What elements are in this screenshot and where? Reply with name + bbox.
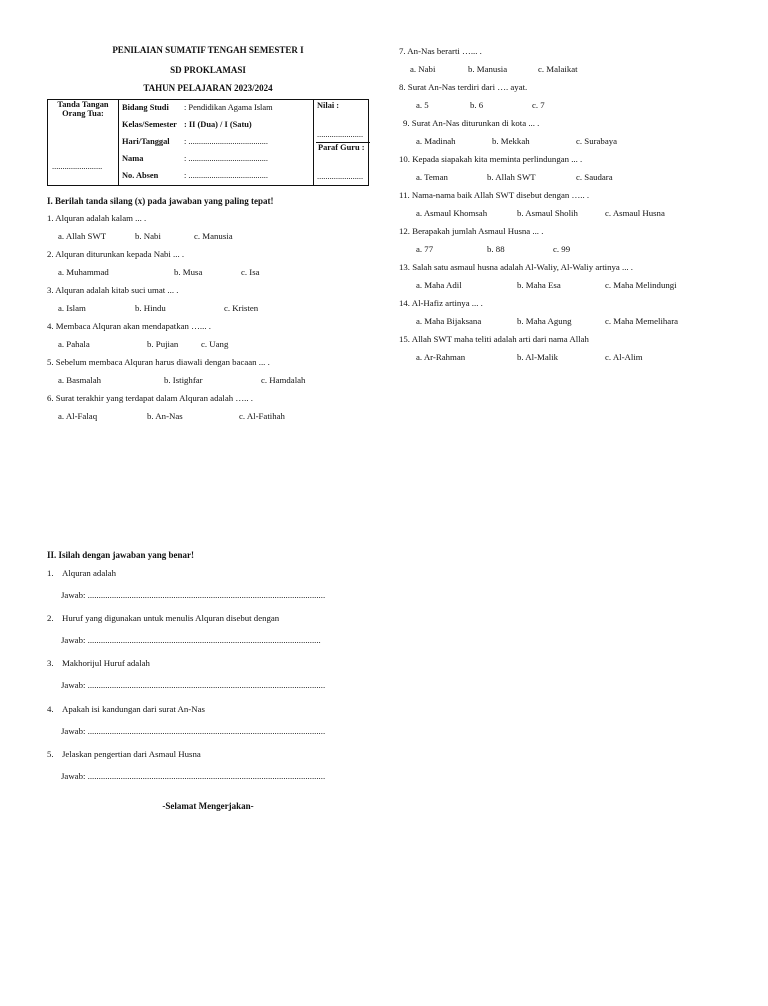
question-5: 5. Sebelum membaca Alquran harus diawali dengan bacaan ... . — [47, 357, 270, 367]
essay-number: 1. — [47, 568, 54, 578]
info-label: Bidang Studi — [122, 103, 169, 112]
question-13: 13. Salah satu asmaul husna adalah Al-Waliy, Al-Waliy artinya ... . — [399, 262, 634, 272]
essay-number: 2. — [47, 613, 54, 623]
essay-question-2: Huruf yang digunakan untuk menulis Alquran disebut dengan — [62, 613, 280, 623]
info-label: Nama — [122, 154, 144, 163]
option-c[interactable]: c. Kristen — [224, 303, 259, 313]
option-b[interactable]: b. Mekkah — [492, 136, 530, 146]
question-9-options — [0, 136, 768, 148]
parent-signature-line: ........................ — [52, 162, 103, 171]
school-year: TAHUN PELAJARAN 2023/2024 — [143, 83, 273, 93]
option-a[interactable]: a. Muhammad — [58, 267, 109, 277]
info-value: : II (Dua) / I (Satu) — [184, 120, 252, 129]
question-4: 4. Membaca Alquran akan mendapatkan …... . — [47, 321, 211, 331]
option-a[interactable]: a. Al-Falaq — [58, 411, 98, 421]
option-a[interactable]: a. Basmalah — [58, 375, 101, 385]
option-b[interactable]: b. Istighfar — [164, 375, 203, 385]
question-3: 3. Alquran adalah kitab suci umat ... . — [47, 285, 179, 295]
absen-field[interactable]: : ...................................... — [184, 171, 268, 180]
option-c[interactable]: c. Maha Memelihara — [605, 316, 679, 326]
paraf-guru-label: Paraf Guru : — [316, 142, 370, 152]
option-c[interactable]: c. 7 — [532, 100, 545, 110]
essay-question-5: Jelaskan pengertian dari Asmaul Husna — [62, 749, 201, 759]
info-label: No. Absen — [122, 171, 159, 180]
option-a[interactable]: a. Maha Adil — [416, 280, 462, 290]
essay-question-4: Apakah isi kandungan dari surat An-Nas — [62, 704, 205, 714]
essay-answer-line-2[interactable]: Jawab: .......................................................................................................... — [61, 635, 321, 645]
essay-number: 3. — [47, 658, 54, 668]
question-12: 12. Berapakah jumlah Asmaul Husna ... . — [399, 226, 544, 236]
option-b[interactable]: b. Al-Malik — [517, 352, 559, 362]
nilai-label: Nilai : — [317, 101, 340, 110]
option-c[interactable]: c. Malaikat — [538, 64, 578, 74]
question-1-options — [0, 231, 768, 243]
question-9: 9. Surat An-Nas diturunkan di kota ... . — [403, 118, 540, 128]
question-8-options — [0, 100, 768, 112]
question-15-options — [0, 352, 768, 364]
question-10-options — [0, 172, 768, 184]
essay-answer-line-3[interactable]: Jawab: ............................................................................................................ — [61, 680, 326, 690]
option-c[interactable]: c. Maha Melindungi — [605, 280, 677, 290]
essay-number: 5. — [47, 749, 54, 759]
question-12-options — [0, 244, 768, 256]
paraf-guru-field[interactable]: ...................... — [317, 172, 364, 181]
option-c[interactable]: c. Saudara — [576, 172, 613, 182]
essay-answer-line-5[interactable]: Jawab: ............................................................................................................ — [61, 771, 326, 781]
option-b[interactable]: b. Manusia — [468, 64, 508, 74]
option-a[interactable]: a. 5 — [416, 100, 429, 110]
option-c[interactable]: c. Surabaya — [576, 136, 618, 146]
question-7-options — [0, 64, 768, 76]
question-4-options — [0, 339, 768, 351]
info-value: : Pendidikan Agama Islam — [184, 103, 273, 112]
info-row-class — [119, 117, 313, 134]
option-a[interactable]: a. Asmaul Khomsah — [416, 208, 488, 218]
nilai-field[interactable]: ...................... — [317, 130, 364, 139]
option-b[interactable]: b. Allah SWT — [487, 172, 536, 182]
parent-signature-label: Tanda Tangan Orang Tua: — [57, 100, 109, 118]
option-a[interactable]: a. Maha Bijaksana — [416, 316, 482, 326]
option-a[interactable]: a. Pahala — [58, 339, 90, 349]
question-1: 1. Alquran adalah kalam ... . — [47, 213, 147, 223]
option-b[interactable]: b. Asmaul Sholih — [517, 208, 578, 218]
closing-message: -Selamat Mengerjakan- — [162, 801, 254, 811]
info-label: Kelas/Semester — [122, 120, 177, 129]
option-c[interactable]: c. Asmaul Husna — [605, 208, 665, 218]
option-a[interactable]: a. Islam — [58, 303, 86, 313]
section1-title: I. Berilah tanda silang (x) pada jawaban yang paling tepat! — [47, 196, 274, 206]
exam-title: PENILAIAN SUMATIF TENGAH SEMESTER I — [112, 45, 304, 55]
question-14-options — [0, 316, 768, 328]
option-a[interactable]: a. Madinah — [416, 136, 456, 146]
option-a[interactable]: a. Allah SWT — [58, 231, 107, 241]
question-11-options — [0, 208, 768, 220]
essay-number: 4. — [47, 704, 54, 714]
option-c[interactable]: c. Uang — [201, 339, 229, 349]
option-c[interactable]: c. Manusia — [194, 231, 233, 241]
option-c[interactable]: c. Isa — [241, 267, 260, 277]
question-13-options — [0, 280, 768, 292]
option-c[interactable]: c. Al-Alim — [605, 352, 643, 362]
essay-answer-line-1[interactable]: Jawab: ............................................................................................................ — [61, 590, 326, 600]
option-b[interactable]: b. Musa — [174, 267, 203, 277]
question-14: 14. Al-Hafiz artinya ... . — [399, 298, 483, 308]
question-2: 2. Alquran diturunkan kepada Nabi ... . — [47, 249, 185, 259]
question-15: 15. Allah SWT maha teliti adalah arti dari nama Allah — [399, 334, 589, 344]
date-field[interactable]: : ...................................... — [184, 137, 268, 146]
option-b[interactable]: b. Maha Agung — [517, 316, 572, 326]
essay-answer-line-4[interactable]: Jawab: ............................................................................................................ — [61, 726, 326, 736]
question-5-options — [0, 375, 768, 387]
name-field[interactable]: : ...................................... — [184, 154, 268, 163]
essay-question-1: Alquran adalah — [62, 568, 116, 578]
question-7: 7. An-Nas berarti …... . — [399, 46, 482, 56]
question-11: 11. Nama-nama baik Allah SWT disebut dengan ….. . — [399, 190, 590, 200]
option-c[interactable]: c. Al-Fatihah — [239, 411, 285, 421]
info-row-name — [119, 151, 313, 168]
option-b[interactable]: b. Hindu — [135, 303, 166, 313]
question-10: 10. Kepada siapakah kita meminta perlindungan ... . — [399, 154, 583, 164]
option-c[interactable]: c. Hamdalah — [261, 375, 306, 385]
option-a[interactable]: a. Teman — [416, 172, 448, 182]
option-b[interactable]: b. An-Nas — [147, 411, 183, 421]
option-a[interactable]: a. Nabi — [410, 64, 436, 74]
section2-title: II. Isilah dengan jawaban yang benar! — [47, 550, 195, 560]
question-6-options — [0, 411, 768, 423]
option-c[interactable]: c. 99 — [553, 244, 571, 254]
question-6: 6. Surat terakhir yang terdapat dalam Alquran adalah ….. . — [47, 393, 253, 403]
option-a[interactable]: a. Ar-Rahman — [416, 352, 466, 362]
option-b[interactable]: b. Maha Esa — [517, 280, 561, 290]
question-3-options — [0, 303, 768, 315]
option-b[interactable]: b. Nabi — [135, 231, 161, 241]
question-2-options — [0, 267, 768, 279]
option-b[interactable]: b. Pujian — [147, 339, 179, 349]
school-name: SD PROKLAMASI — [170, 65, 246, 75]
info-label: Hari/Tanggal — [122, 137, 170, 146]
option-b[interactable]: b. 88 — [487, 244, 505, 254]
question-8: 8. Surat An-Nas terdiri dari …. ayat. — [399, 82, 528, 92]
essay-question-3: Makhorijul Huruf adalah — [62, 658, 150, 668]
option-a[interactable]: a. 77 — [416, 244, 434, 254]
option-b[interactable]: b. 6 — [470, 100, 484, 110]
